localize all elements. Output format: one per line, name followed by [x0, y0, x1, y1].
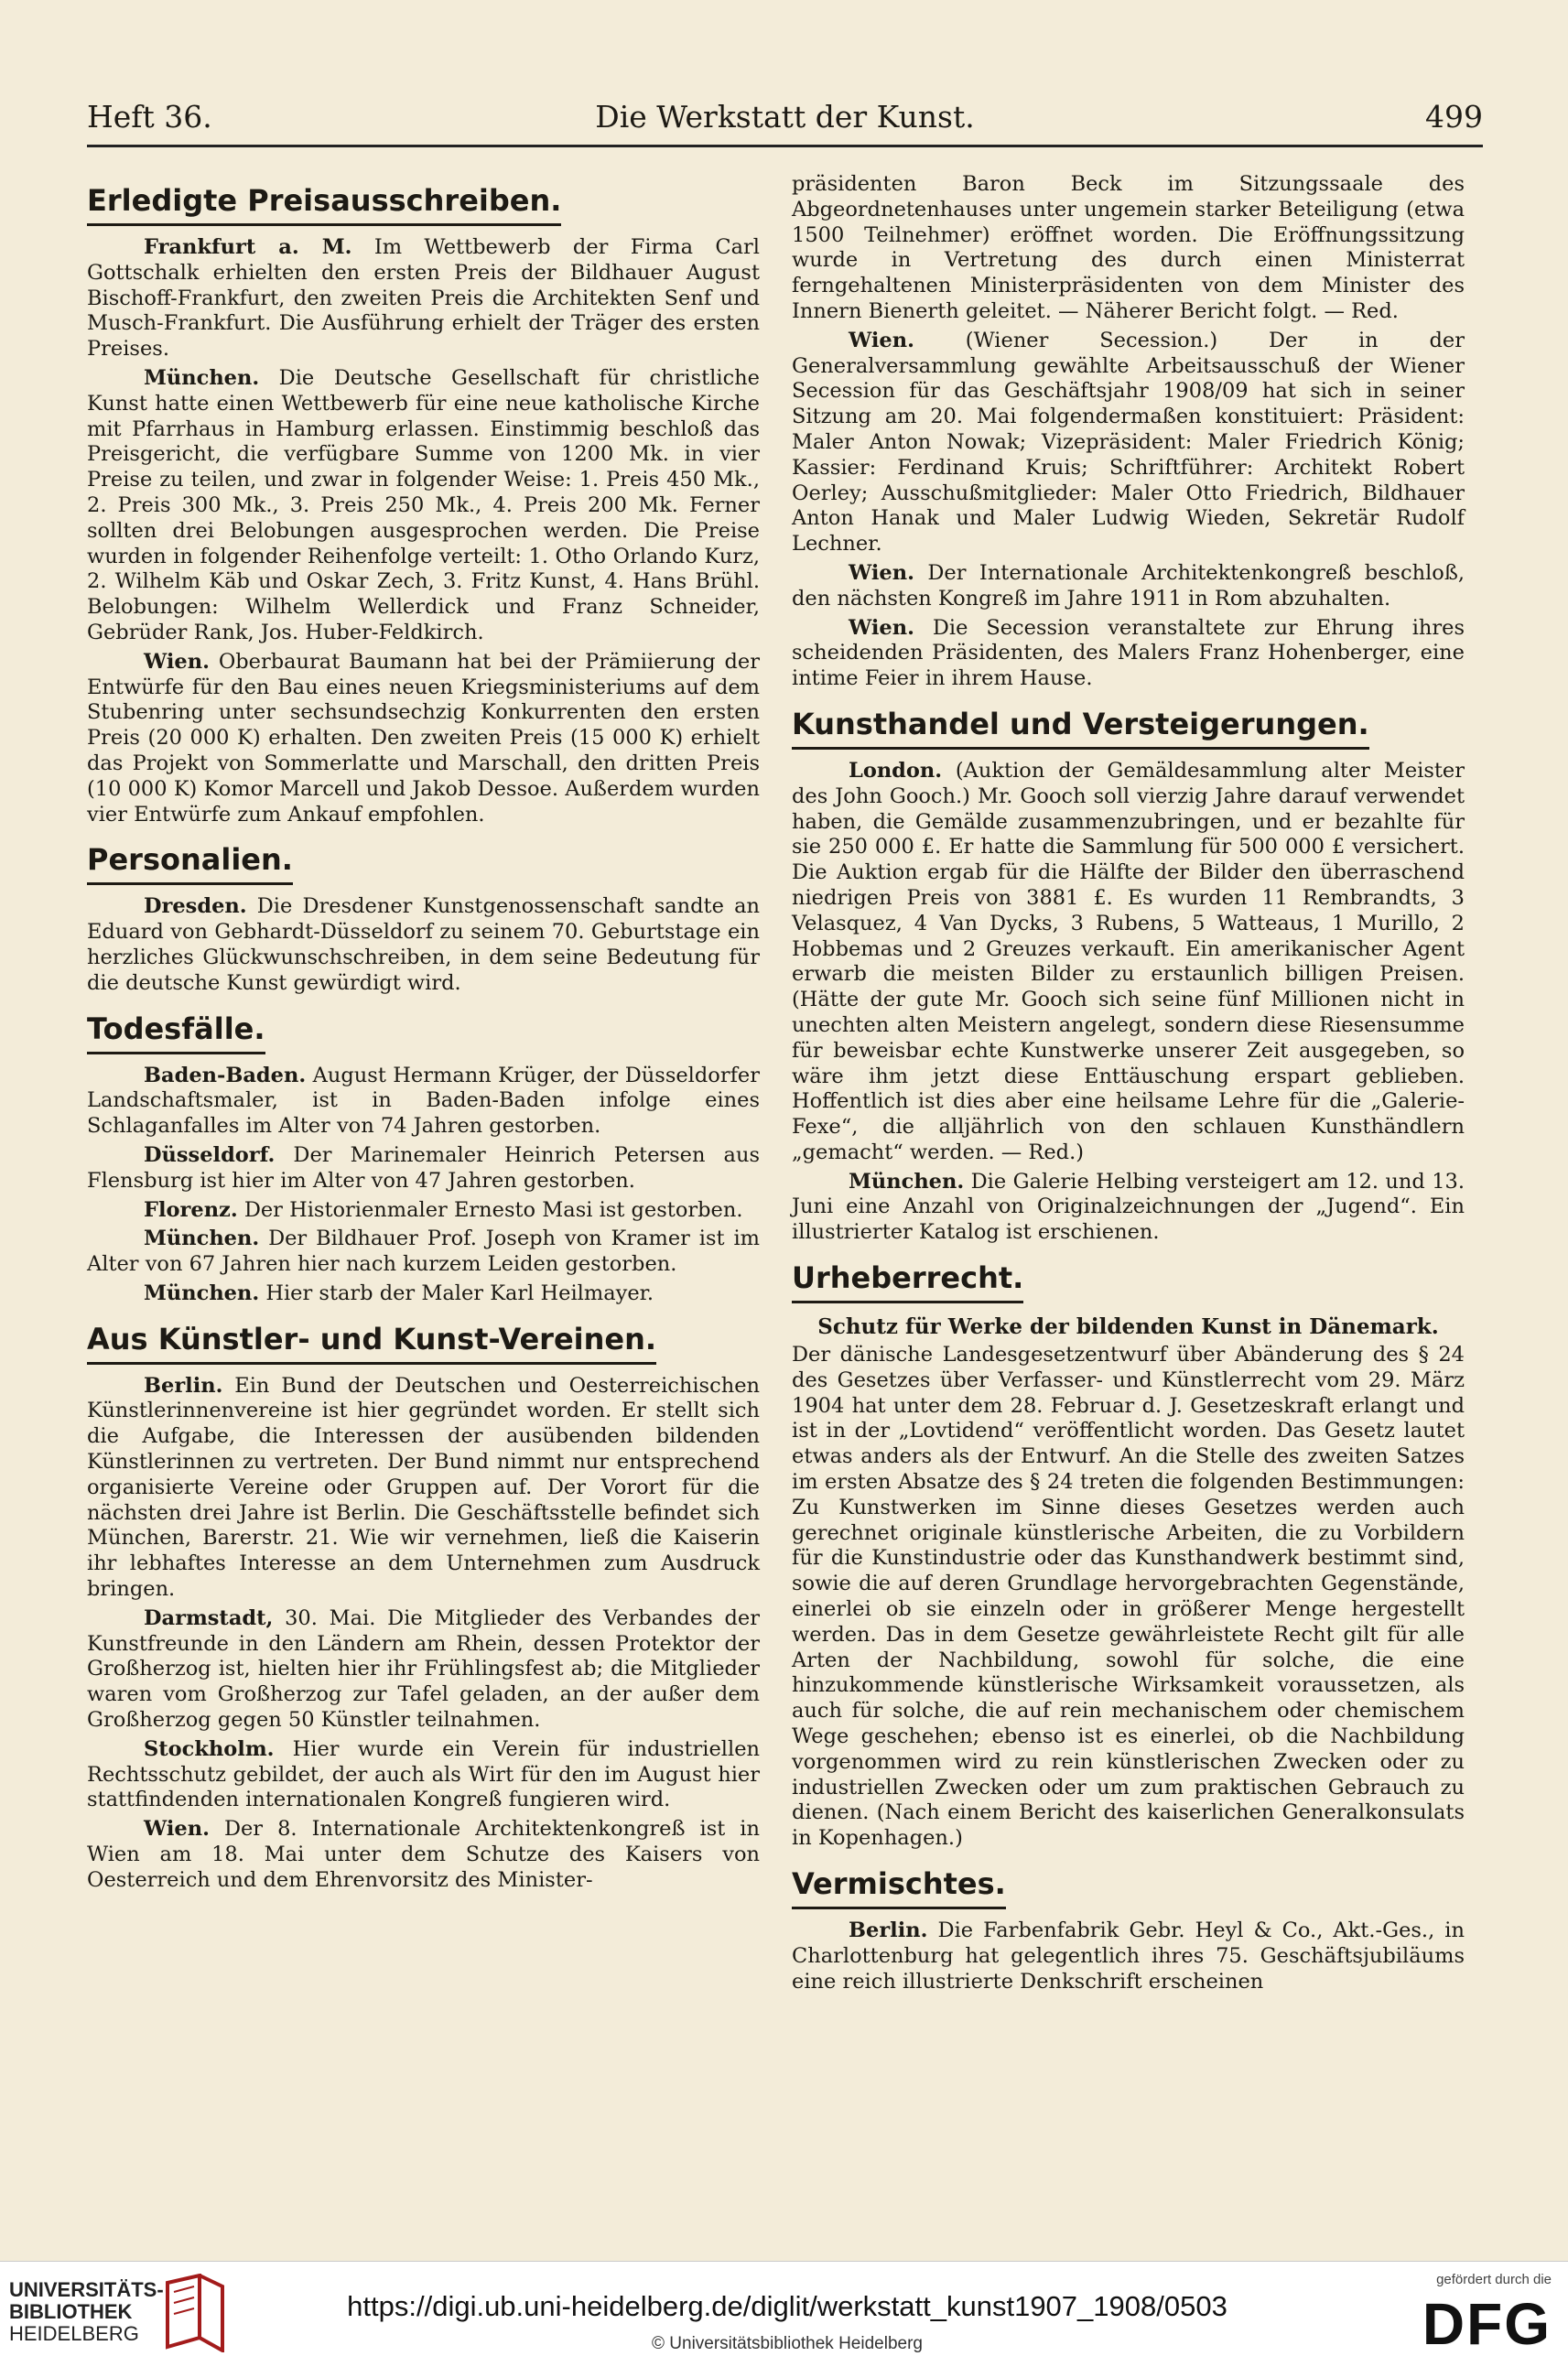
article-paragraph [792, 172, 1465, 325]
dateline-place: Berlin. [849, 1918, 928, 1943]
dateline-place: Wien. [144, 1817, 210, 1842]
article-paragraph [792, 1918, 1465, 1994]
dateline-place: Baden-Baden. [144, 1063, 307, 1087]
issue-number: Heft 36. [87, 99, 212, 135]
dfg-logo[interactable]: DFG [1422, 2291, 1552, 2357]
paragraph-text: Ein Bund der Deutschen und Oesterreichischen Künstlerinnenvereine ist hier gegründet worden. Er stellt sich die Aufgabe, die Interessen der ausübenden bildenden Künstlerinnen zu vertreten. Der Bund nimmt nur entsprechend organisierte Vereine oder Gruppen auf. Der Vorort für die nächsten drei Jahre ist Berlin. Die Geschäftsstelle befindet sich München, Barerstr. 21. Wie wir vernehmen, ließ die Kaiserin ihr lebhaftes Interesse an dem Unternehmen zum Ausdruck bringen. [87, 1373, 760, 1602]
paragraph-text: Die Galerie Helbing versteigert am 12. und 13. Juni eine Anzahl von Originalzeichnungen der „Jugend“. Ein illustrierter Katalog ist erschienen. [792, 1169, 1465, 1245]
paragraph-text: Die Deutsche Gesellschaft für christliche Kunst hatte einen Wettbewerb für eine neue katholische Kirche mit Pfarrhaus in Hamburg erlassen. Einstimmig beschloß das Preisgericht, die verfügbare Summe von 1200 Mk. in vier Preise zu teilen, und zwar in folgender Weise: 1. Preis 450 Mk., 2. Preis 300 Mk., 3. Preis 250 Mk., 4. Preis 200 Mk. Ferner sollten drei Belobungen ausgesprochen werden. Die Preise wurden in folgender Reihenfolge verteilt: 1. Otho Orlando Kurz, 2. Wilhelm Käb und Oskar Zech, 3. Fritz Kunst, 4. Hans Brühl. Belobungen: Wilhelm Wellerdick und Franz Schneider, Gebrüder Rank, Jos. Huber-Feldkirch. [87, 365, 760, 644]
paragraph-text: Hier starb der Maler Karl Heilmayer. [259, 1281, 654, 1305]
paragraph-text: Hier wurde ein Verein für industriellen Rechtsschutz gebildet, der auch als Wirt für den im August hier stattfindenden internationalen Kongreß fungieren wird. [87, 1736, 760, 1812]
dateline-place: München. [144, 1227, 260, 1251]
dateline-place: Florenz. [144, 1197, 238, 1222]
logo-line-3: HEIDELBERG [9, 2322, 139, 2345]
paragraph-text: Der Marinemaler Heinrich Petersen aus Flensburg ist hier im Alter von 47 Jahren gestorben. [87, 1142, 760, 1193]
article-paragraph [87, 1143, 760, 1194]
journal-title: Die Werkstatt der Kunst. [595, 99, 975, 135]
dateline-place: Stockholm. [144, 1736, 275, 1761]
paragraph-text: präsidenten Baron Beck im Sitzungssaale des Abgeordnetenhauses unter ungemein starker Beteiligung (etwa 1500 Teilnehmer) eröffnet worden. Die Eröffnungssitzung wurde in Vertretung des durch einen Ministerrat ferngehaltenen Ministerpräsidenten von dem Minister des Innern Bienerth geleitet. — Näherer Bericht folgt. — Red. [792, 172, 1465, 323]
section-subheading: Schutz für Werke der bildenden Kunst in Dänemark. [817, 1314, 1439, 1340]
paragraph-text: Die Dresdener Kunstgenossenschaft sandte an Eduard von Gebhardt-Düsseldorf zu seinem 70. Geburtstage ein herzliches Glückwunschschreiben, in dem seine Bedeutung für die deutsche Kunst gewürdigt wird. [87, 894, 760, 995]
article-paragraph [87, 1281, 760, 1307]
paragraph-text: August Hermann Krüger, der Düsseldorfer Landschaftsmaler, ist in Baden-Baden infolge eines Schlaganfalles im Alter von 74 Jahren gestorben. [87, 1063, 760, 1139]
article-paragraph [792, 561, 1465, 612]
dateline-place: Wien. [144, 649, 210, 674]
section-heading: Aus Künstler- und Kunst-Vereinen. [87, 1316, 656, 1365]
paragraph-text: (Wiener Secession.) Der in der Generalversammlung gewählte Arbeitsausschuß der Wiener Secession für das Geschäftsjahr 1908/09 hat sich in seiner Sitzung am 20. Mai folgendermaßen konstituiert: Präsident: Maler Anton Nowak; Vizepräsident: Maler Friedrich König; Kassier: Ferdinand Kruis; Schriftführer: Architekt Robert Oerley; Ausschußmitglieder: Maler Otto Friedrich, Bildhauer Anton Hanak und Maler Ludwig Wieden, Sekretär Rudolf Lechner. [792, 328, 1465, 557]
dateline-place: Wien. [849, 328, 914, 352]
article-paragraph [87, 1227, 760, 1278]
library-logo[interactable] [9, 2279, 284, 2352]
dateline-place: München. [849, 1169, 965, 1194]
dateline-place: London. [849, 758, 943, 783]
article-paragraph [87, 650, 760, 828]
dateline-place: Dresden. [144, 894, 247, 919]
paragraph-text: Der Bildhauer Prof. Joseph von Kramer ist im Alter von 67 Jahren hier nach kurzem Leiden gestorben. [87, 1227, 760, 1277]
article-paragraph [792, 329, 1465, 557]
article-paragraph [792, 1170, 1465, 1246]
right-column [792, 172, 1465, 1998]
paragraph-text: Im Wettbewerb der Firma Carl Gottschalk erhielten den ersten Preis der Bildhauer August Bischoff-Frankfurt, den zweiten Preis die Architekten Senf und Musch-Frankfurt. Die Ausführung erhielt der Träger des ersten Preises. [87, 235, 760, 362]
dateline-place: Frankfurt a. M. [144, 235, 352, 259]
dateline-place: München. [144, 365, 260, 390]
paragraph-text: (Auktion der Gemäldesammlung alter Meister des John Gooch.) Mr. Gooch soll vierzig Jahre darauf verwendet haben, die Gemälde zusammenzubringen, und er bezahlte für sie 250 000 £. Er hatte die Sammlung für 500 000 £ versichert. Die Auktion ergab für die Hälfte der Bilder den überraschend niedrigen Preis von 3881 £. Es wurden 11 Rembrandts, 3 Velasquez, 4 Van Dycks, 3 Rubens, 5 Watteaus, 1 Murillo, 2 Hobbemas und 2 Greuzes verkauft. Ein amerikanischer Agent erwarb die meisten Bilder zu erstaunlich billigen Preisen. (Hätte der gute Mr. Gooch sich seine fünf Millionen nicht in unechten alten Meistern angelegt, sondern diese Riesensumme für beweisbar echte Kunstwerke unserer Zeit ausgegeben, so wäre ihm jetzt diese Enttäuschung erspart geblieben. Hoffentlich ist dies aber eine heilsame Lehre für die „Galerie-Fexe“, die alljährlich von den schlauen Kunsthändlern „gemacht“ werden. — Red.) [792, 758, 1465, 1164]
article-paragraph [792, 1343, 1465, 1852]
dateline-place: München. [144, 1281, 260, 1305]
paragraph-text: Der Historienmaler Ernesto Masi ist gestorben. [237, 1197, 743, 1222]
page-header [87, 99, 1483, 147]
dateline-place: Düsseldorf. [144, 1142, 276, 1167]
article-paragraph [792, 759, 1465, 1166]
copyright-notice: © Universitätsbibliothek Heidelberg [652, 2334, 923, 2353]
page-number: 499 [1425, 99, 1483, 135]
logo-line-1: UNIVERSITÄTS- [9, 2278, 164, 2301]
article-paragraph [792, 616, 1465, 692]
article-paragraph [87, 1374, 760, 1603]
section-heading: Urheberrecht. [792, 1255, 1023, 1303]
paragraph-text: Der 8. Internationale Architektenkongreß ist in Wien am 18. Mai unter dem Schutze des Kaisers von Oesterreich und dem Ehrenvorsitz des Minister- [87, 1817, 760, 1892]
paragraph-text: 30. Mai. Die Mitglieder des Verbandes der Kunstfreunde in den Ländern am Rhein, dessen Protektor der Großherzog ist, hielten hier ihr Frühlingsfest ab; die Mitglieder waren vom Großherzog zur Tafel geladen, an der außer dem Großherzog gegen 50 Künstler teilnahmen. [87, 1605, 760, 1733]
article-paragraph [87, 1817, 760, 1893]
permalink-url[interactable]: https://digi.ub.uni-heidelberg.de/diglit/werkstatt_kunst1907_1908/0503 [347, 2290, 1227, 2322]
article-paragraph [87, 366, 760, 646]
paragraph-text: Der dänische Landesgesetzentwurf über Abänderung des § 24 des Gesetzes über Verfasser- und Künstlerrecht vom 29. März 1904 hat unter dem 28. Februar d. J. Gesetzeskraft erlangt und ist in der „Lovtidend“ veröffentlicht worden. Das Gesetz lautet etwas anders als der Entwurf. An die Stelle des zweiten Satzes im ersten Absatze des § 24 treten die folgenden Bestimmungen: Zu Kunstwerken im Sinne dieses Gesetzes werden auch gerechnet originale künstlerische Arbeiten, die zu Vorbildern für die Kunstindustrie oder das Kunsthandwerk bestimmt sind, sowie die auf deren Grundlage hervorgebrachten Gegenstände, einerlei ob sie einzeln oder in größerer Menge hergestellt werden. Das in dem Gesetze gewährleistete Recht gilt für alle Arten der Nachbildung, sowohl für solche, die eine hinzukommende künstlerische Wirksamkeit voraussetzen, als auch für solche, die auf rein mechanischem oder chemischem Wege geschehen; ebenso ist es einerlei, ob die Nachbildung vorgenommen wird zu rein künstlerischen Zwecken oder zu industriellen Zwecken oder um zum praktischen Gebrauch zu dienen. (Nach einem Bericht des kaiserlichen Generalkonsulats in Kopenhagen.) [792, 1343, 1465, 1851]
left-column [87, 172, 760, 1897]
paragraph-text: Die Farbenfabrik Gebr. Heyl & Co., Akt.-Ges., in Charlottenburg hat gelegentlich ihres 75. Geschäftsjubiläums eine reich illustrierte Denkschrift erscheinen [792, 1918, 1465, 1994]
dateline-place: Wien. [849, 560, 914, 585]
paragraph-text: Die Secession veranstaltete zur Ehrung ihres scheidenden Präsidenten, des Malers Franz Hohenberger, eine intime Feier in ihrem Hause. [792, 615, 1465, 691]
section-heading: Todesfälle. [87, 1006, 265, 1054]
article-paragraph [87, 1064, 760, 1140]
section-heading: Vermischtes. [792, 1861, 1006, 1909]
logo-line-2: BIBLIOTHEK [9, 2300, 133, 2323]
section-heading: Kunsthandel und Versteigerungen. [792, 701, 1369, 750]
funded-by-label: gefördert durch die [1436, 2272, 1552, 2287]
section-heading: Erledigte Preisausschreiben. [87, 178, 561, 226]
article-paragraph [87, 1737, 760, 1813]
article-paragraph [87, 1606, 760, 1734]
article-paragraph [87, 1198, 760, 1224]
book-icon [163, 2274, 227, 2352]
paragraph-text: Der Internationale Architektenkongreß beschloß, den nächsten Kongreß im Jahre 1911 in Rom abzuhalten. [792, 560, 1465, 611]
dateline-place: Berlin. [144, 1373, 223, 1398]
section-heading: Personalien. [87, 837, 293, 885]
dateline-place: Wien. [849, 615, 914, 640]
article-paragraph [87, 235, 760, 362]
paragraph-text: Oberbaurat Baumann hat bei der Prämiierung der Entwürfe für den Bau eines neuen Kriegsministeriums auf dem Stubenring unter sechsundsechzig Konkurrenten den ersten Preis (20 000 K) erhalten. Den zweiten Preis (15 000 K) erhielt das Projekt von Sommerlatte und Marschall, den dritten Preis (10 000 K) Komor Marcell und Jakob Dessoe. Außerdem wurden vier Entwürfe zum Ankauf empfohlen. [87, 649, 760, 827]
dateline-place: Darmstadt, [144, 1605, 274, 1630]
article-paragraph [87, 894, 760, 996]
